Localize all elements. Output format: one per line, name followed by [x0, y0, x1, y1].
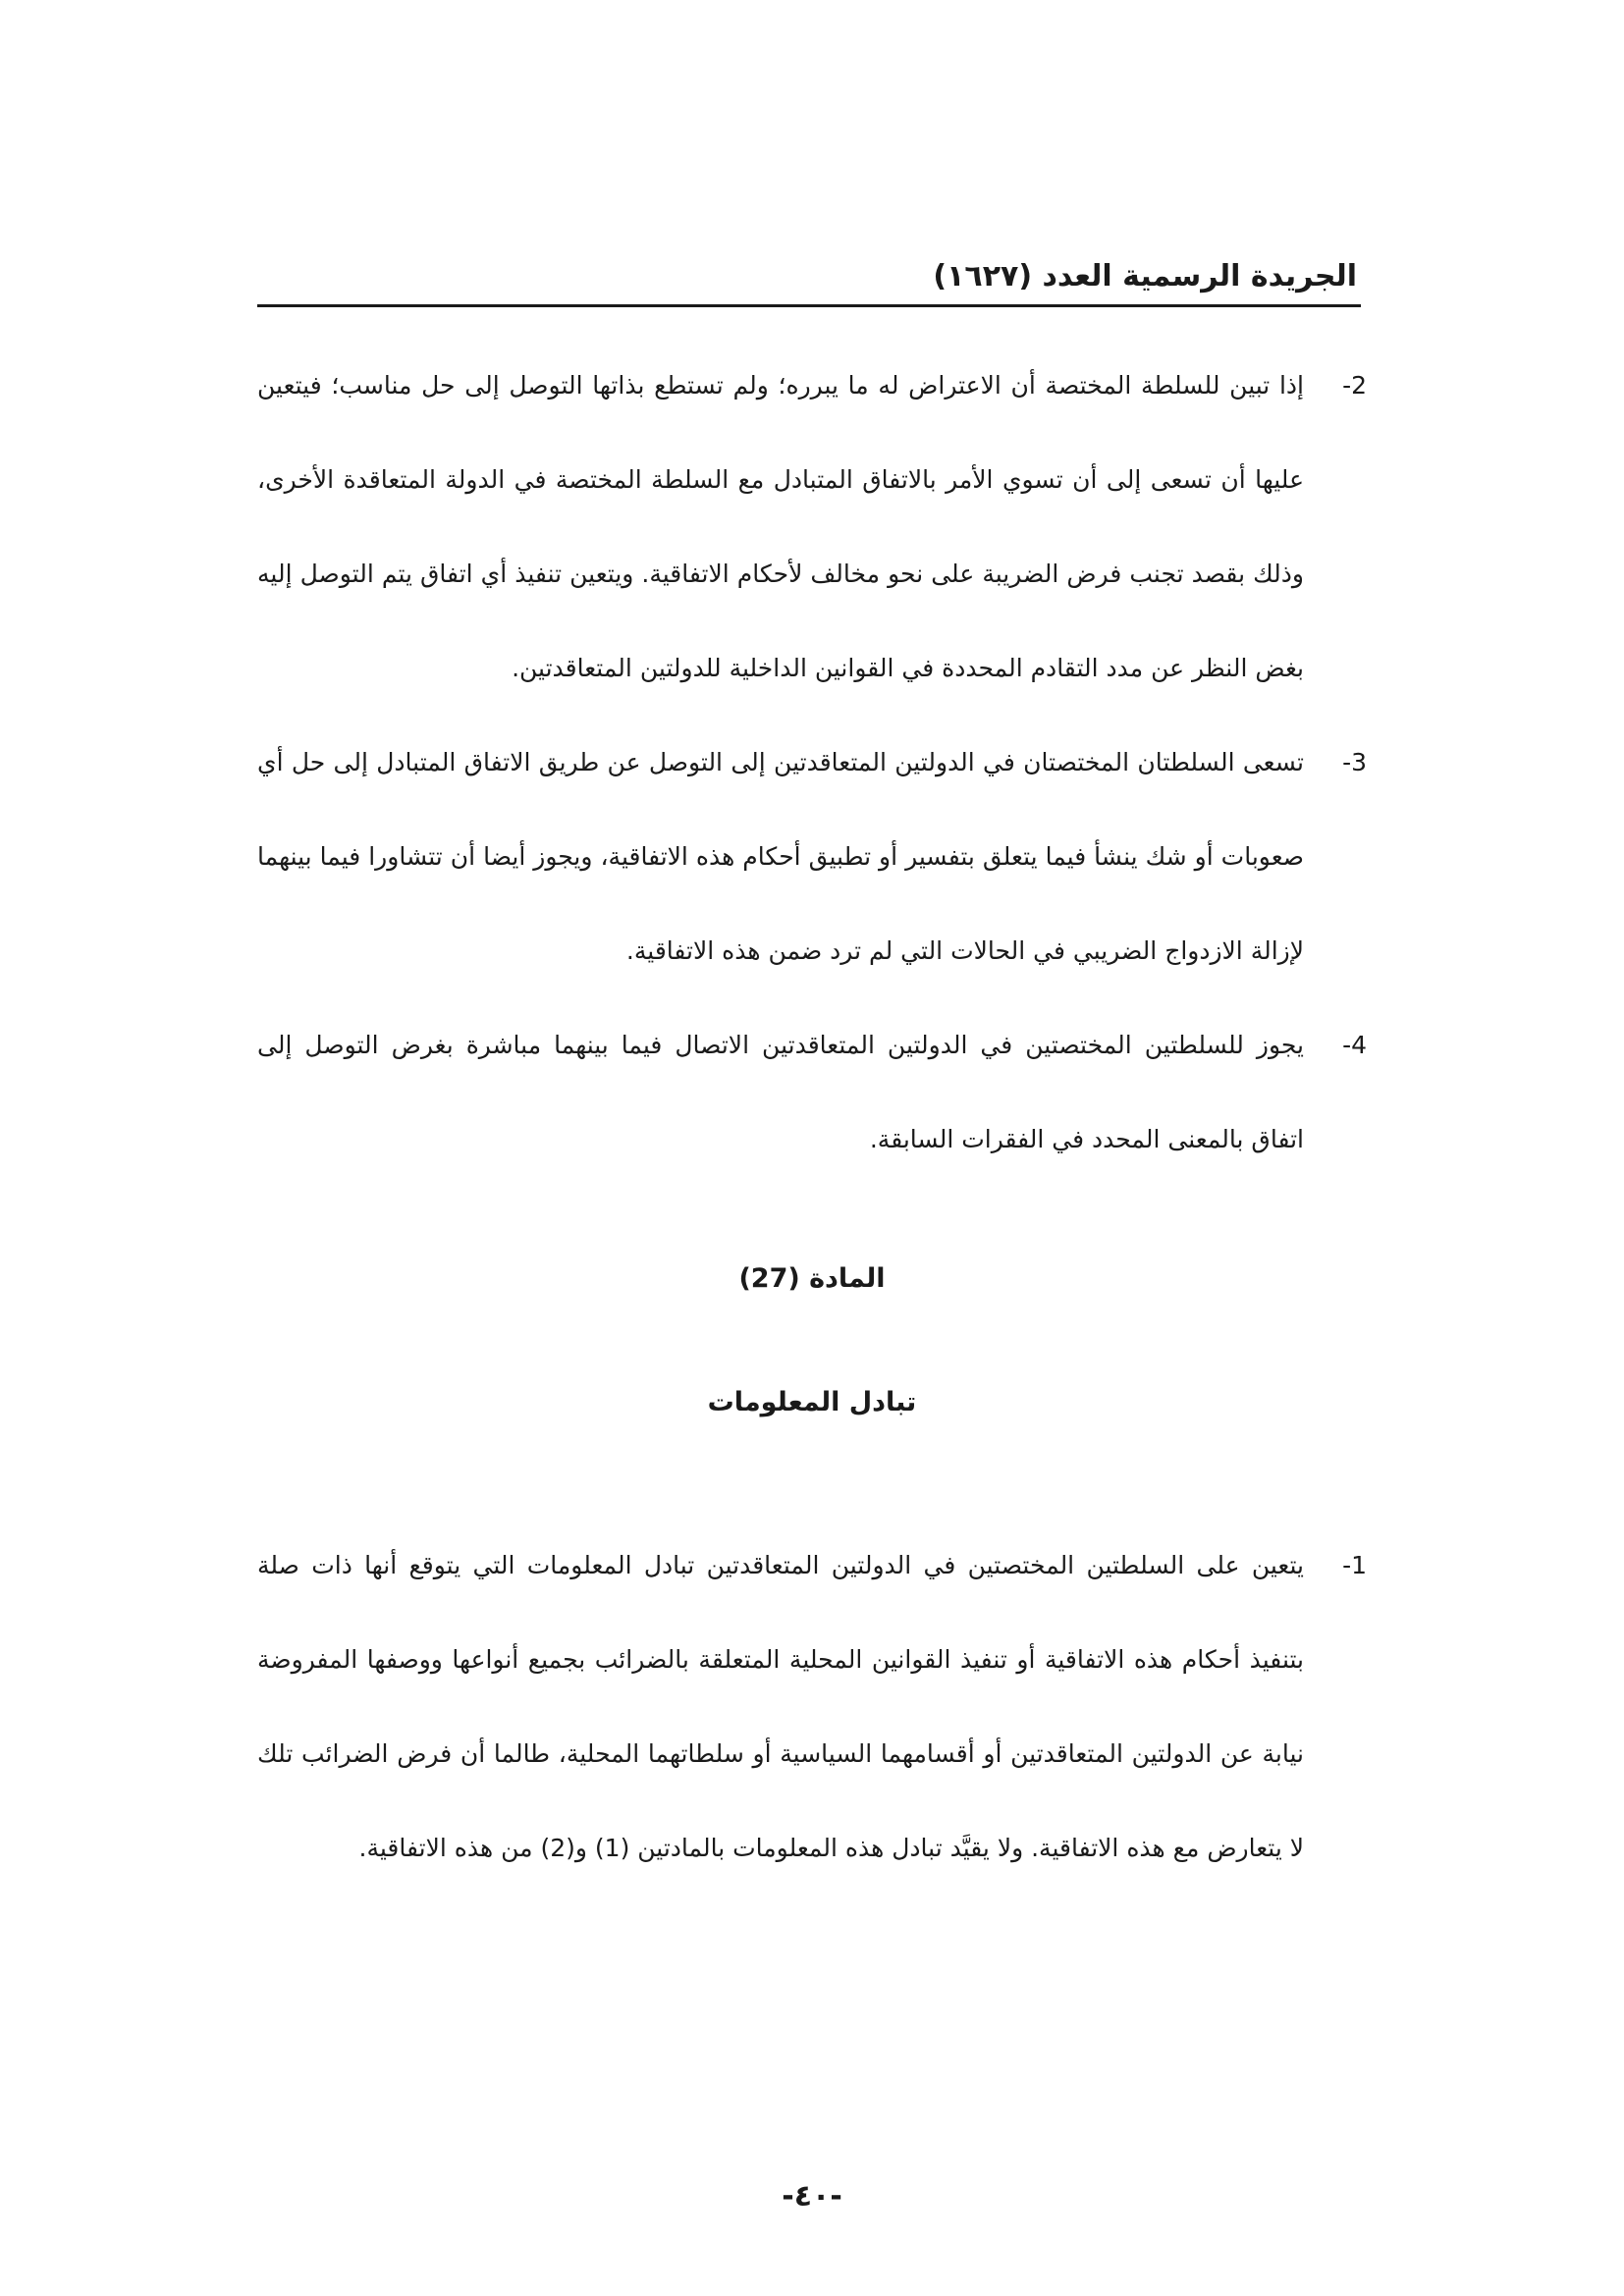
paragraph-item — [257, 998, 1367, 1187]
page-number: -٤٠- — [782, 2179, 842, 2214]
paragraph-item — [257, 339, 1367, 716]
spacer — [257, 1432, 1367, 1519]
paragraph-number: -1 — [1342, 1551, 1367, 1579]
paragraph-text: يجوز للسلطتين المختصتين في الدولتين المتعاقدتين الاتصال فيما بينهما مباشرة بغرض التوصل إلى اتفاق بالمعنى المحدد في الفقرات السابقة. — [257, 1031, 1304, 1153]
paragraph-text: إذا تبين للسلطة المختصة أن الاعتراض له ما يبرره؛ ولم تستطع بذاتها التوصل إلى حل مناسب؛ فيتعين عليها أن تسعى إلى أن تسوي الأمر بالاتفاق المتبادل مع السلطة المختصة في الدولة المتعاقدة الأخرى، وذلك بقصد تجنب فرض الضريبة على نحو مخالف لأحكام الاتفاقية. ويتعين تنفيذ أي اتفاق يتم التوصل إليه بغض النظر عن مدد التقادم المحددة في القوانين الداخلية للدولتين المتعاقدتين. — [257, 371, 1304, 682]
paragraph-number: -4 — [1342, 1031, 1367, 1059]
gazette-title: الجريدة الرسمية العدد (١٦٢٧) — [933, 259, 1357, 294]
article-title: تبادل المعلومات — [707, 1387, 917, 1417]
paragraph-number: -2 — [1342, 371, 1367, 400]
paragraph-item — [257, 1519, 1367, 1896]
paragraph-text: يتعين على السلطتين المختصتين في الدولتين المتعاقدتين تبادل المعلومات التي يتوقع أنها ذات صلة بتنفيذ أحكام هذه الاتفاقية أو تنفيذ القوانين المحلية المتعلقة بالضرائب بجميع أنواعها ووصفها المفروضة نيابة عن الدولتين المتعاقدتين أو أقسامهما السياسية أو سلطاتهما المحلية، طالما أن فرض الضرائب تلك لا يتعارض مع هذه الاتفاقية. ولا يقيَّد تبادل هذه المعلومات بالمادتين (1) و(2) من هذه الاتفاقية. — [257, 1551, 1304, 1862]
article-number: المادة (27) — [738, 1263, 886, 1294]
paragraph-item — [257, 716, 1367, 998]
gazette-header — [257, 257, 1361, 307]
paragraph-number: -3 — [1342, 748, 1367, 776]
paragraph-text: تسعى السلطتان المختصتان في الدولتين المتعاقدتين إلى التوصل عن طريق الاتفاق المتبادل إلى حل أي صعوبات أو شك ينشأ فيما يتعلق بتفسير أو تطبيق أحكام هذه الاتفاقية، ويجوز أيضا أن تتشاورا فيما بينهما لإزالة الازدواج الضريبي في الحالات التي لم ترد ضمن هذه الاتفاقية. — [257, 748, 1304, 965]
page-content — [257, 339, 1367, 1896]
